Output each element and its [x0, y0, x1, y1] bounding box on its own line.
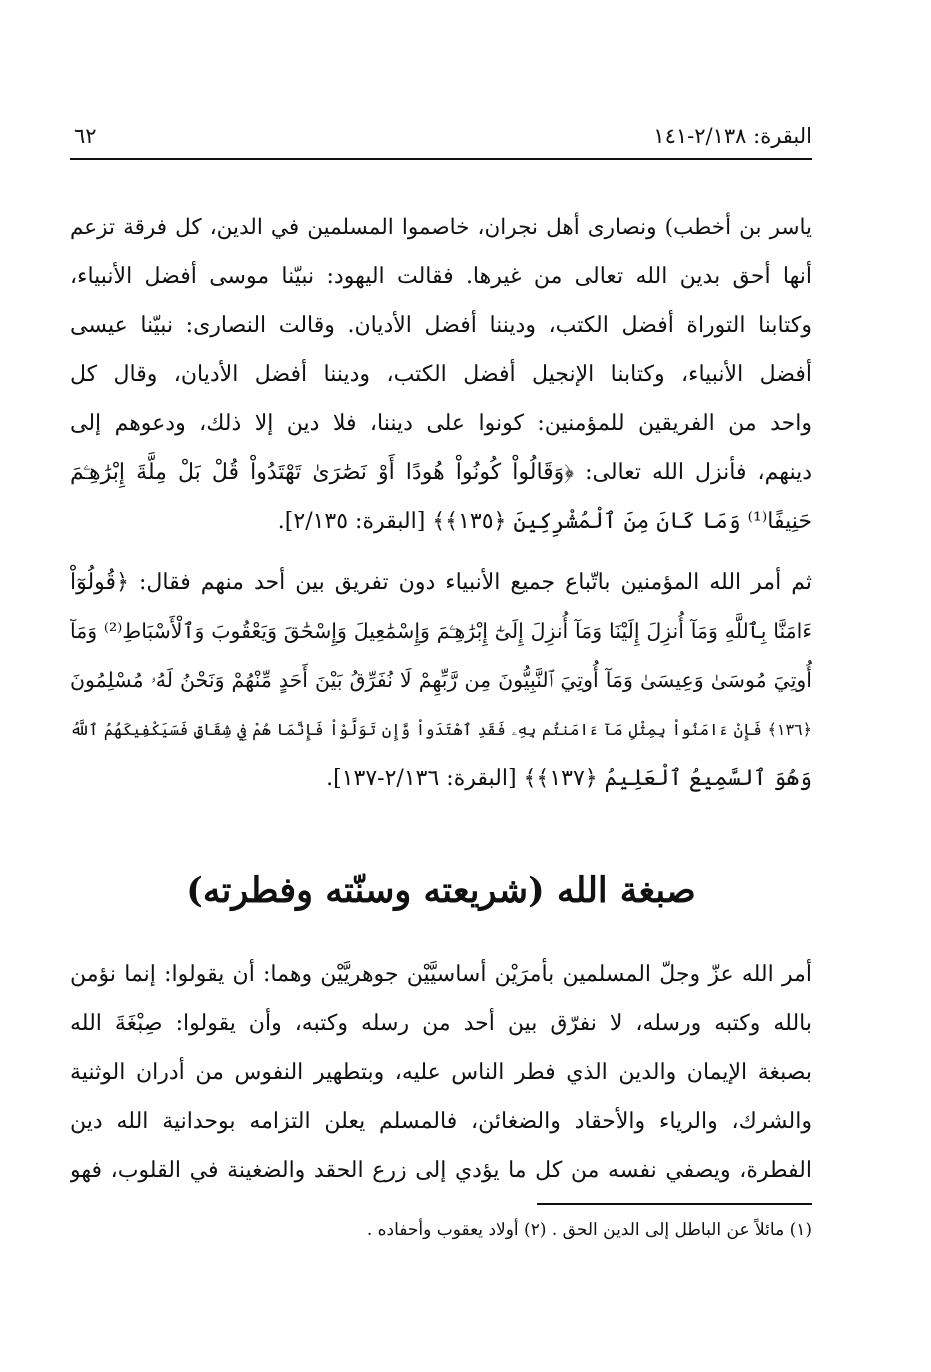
- footnote-rule: [537, 1203, 812, 1205]
- text-line: الفطرة، ويصفي نفسه من كل ما يؤدي إلى زرع الحقد والضغينة في القلوب، فهو: [70, 1158, 812, 1183]
- footnote: (١) مائلاً عن الباطل إلى الدين الحق . (٢) أولاد يعقوب وأحفاده .: [366, 1220, 812, 1240]
- header-rule: [70, 158, 812, 160]
- text-line: وَهُوَ ٱلسَّمِيعُ ٱلْعَلِيمُ ﴿١٣٧﴾﴾ [البقرة: ٢/١٣٦-١٣٧].: [326, 766, 812, 791]
- paragraph-2: [70, 558, 812, 803]
- text-line: ثم أمر الله المؤمنين باتّباع جميع الأنبياء دون تفريق بين أحد منهم فقال: ﴿قُولُوٓاْ: [70, 570, 812, 595]
- text-line: ءَامَنَّا بِٱللَّهِ وَمَآ أُنزِلَ إِلَيْنَا وَمَآ أُنزِلَ إِلَىٰٓ إِبْرَٰهِـۧمَ وَإِسْمَٰعِيلَ وَإِسْحَٰقَ وَيَعْقُوبَ وَٱلْأَسْبَاطِ⁽²⁾ وَمَآ: [70, 619, 812, 643]
- text-line: بالله وكتبه ورسله، لا نفرّق بين أحد من رسله وكتبه، وأن يقولوا: صِبْغَةَ الله: [70, 1011, 812, 1036]
- header-surah-reference: البقرة: ٢/١٣٨-١٤١: [653, 124, 812, 148]
- text-line: والشرك، والرياء والأحقاد والضغائن، فالمسلم يعلن التزامه بوحدانية الله دين: [70, 1109, 812, 1134]
- section-heading: صبغة الله (شريعته وسنّته وفطرته): [186, 870, 696, 911]
- page-number: ٦٢: [74, 124, 97, 148]
- text-line: أمر الله عزّ وجلّ المسلمين بأمرَيْن أساسيَّيْن جوهريَّيْن وهما: أن يقولوا: إنما نؤمن: [70, 962, 812, 987]
- running-header: [70, 124, 812, 158]
- text-line: ﴿١٣٦﴾ فَإِنْ ءَامَنُواْ بِمِثْلِ مَآ ءَامَنتُم بِهِۦ فَقَدِ ٱهْتَدَواْ وَّإِن تَوَلَّوْاْ فَإِنَّمَا هُمْ فِي شِقَاقٍ فَسَيَكْفِيكَهُمُ ٱللَّهُ: [70, 720, 812, 739]
- text-line: بصبغة الإيمان والدين الذي فطر الناس عليه، وبتطهير النفوس من أدران الوثنية: [70, 1060, 812, 1085]
- text-line: واحد من الفريقين للمؤمنين: كونوا على ديننا، فلا دين إلا ذلك، ودعوهم إلى: [70, 411, 812, 436]
- text-line: أُوتِيَ مُوسَىٰ وَعِيسَىٰ وَمَآ أُوتِيَ ٱلنَّبِيُّونَ مِن رَّبِّهِمْ لَا نُفَرِّقُ بَيْنَ أَحَدٍ مِّنْهُمْ وَنَحْنُ لَهُۥ مُسْلِمُونَ: [70, 668, 812, 692]
- text-line: أفضل الأنبياء، وكتابنا الإنجيل أفضل الكتب، وديننا أفضل الأديان، وقال كل: [70, 362, 812, 387]
- text-line: ياسر بن أخطب) ونصارى أهل نجران، خاصموا المسلمين في الدين، كل فرقة تزعم: [70, 215, 812, 240]
- text-line: حَنِيفًا⁽¹⁾ وَمَا كَانَ مِنَ ٱلْمُشْرِكِينَ ﴿١٣٥﴾﴾ [البقرة: ٢/١٣٥].: [277, 509, 812, 534]
- text-line: دينهم، فأنزل الله تعالى: ﴿وَقَالُواْ كُونُواْ هُودًا أَوْ نَصَٰرَىٰ تَهْتَدُواْ قُلْ بَلْ مِلَّةَ إِبْرَٰهِـۧمَ: [70, 460, 812, 485]
- paragraph-1: [70, 203, 812, 546]
- text-line: أنها أحق بدين الله تعالى من غيرها. فقالت اليهود: نبيّنا موسى أفضل الأنبياء،: [70, 264, 812, 289]
- paragraph-3: [70, 950, 812, 1195]
- text-line: وكتابنا التوراة أفضل الكتب، وديننا أفضل الأديان. وقالت النصارى: نبيّنا عيسى: [70, 313, 812, 338]
